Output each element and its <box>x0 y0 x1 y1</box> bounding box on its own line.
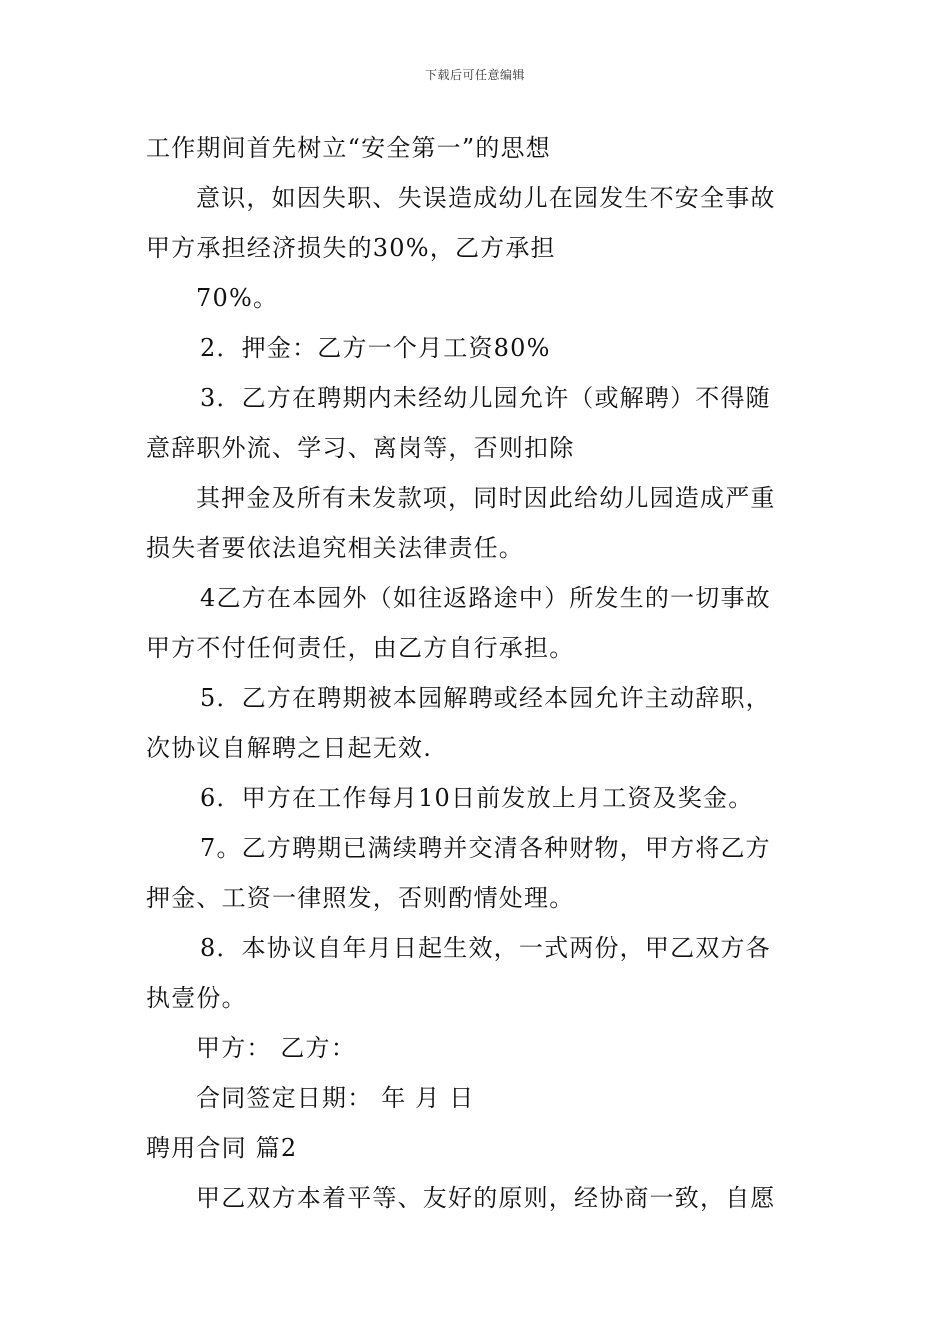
paragraph-line: 4乙方在本园外（如往返路途中）所发生的一切事故 <box>200 584 771 612</box>
paragraph-line: 执壹份。 <box>146 984 247 1012</box>
signing-date-line: 合同签定日期： 年 月 日 <box>196 1084 475 1112</box>
paragraph-line: 其押金及所有未发款项，同时因此给幼儿园造成严重 <box>196 484 776 512</box>
paragraph-line: 5．乙方在聘期被本园解聘或经本园允许主动辞职， <box>200 684 771 712</box>
paragraph-line: 6．甲方在工作每月10日前发放上月工资及奖金。 <box>200 784 754 812</box>
section-heading: 聘用合同 篇2 <box>146 1134 298 1162</box>
paragraph-line: 3．乙方在聘期内未经幼儿园允许（或解聘）不得随 <box>200 384 771 412</box>
signature-line: 甲方： 乙方： <box>196 1034 357 1062</box>
paragraph-line: 8．本协议自年月日起生效，一式两份，甲乙双方各 <box>200 934 771 962</box>
paragraph-line: 损失者要依法追究相关法律责任。 <box>146 534 524 562</box>
paragraph-line: 70%。 <box>196 284 279 312</box>
paragraph-line: 意识，如因失职、失误造成幼儿在园发生不安全事故 <box>196 184 776 212</box>
paragraph-line: 甲方承担经济损失的30%，乙方承担 <box>146 234 556 262</box>
paragraph-line: 甲方不付任何责任，由乙方自行承担。 <box>146 634 575 662</box>
header-note: 下载后可任意编辑 <box>424 68 525 82</box>
paragraph-line: 工作期间首先树立“安全第一”的思想 <box>146 134 551 162</box>
paragraph-line: 押金、工资一律照发，否则酌情处理。 <box>146 884 575 912</box>
paragraph-line: 2．押金：乙方一个月工资80% <box>200 334 551 362</box>
paragraph-line: 意辞职外流、学习、离岗等，否则扣除 <box>146 434 575 462</box>
paragraph-line: 次协议自解聘之日起无效. <box>146 734 433 762</box>
paragraph-line: 7。乙方聘期已满续聘并交清各种财物，甲方将乙方 <box>200 834 771 862</box>
paragraph-line: 甲乙双方本着平等、友好的原则，经协商一致，自愿 <box>196 1184 776 1212</box>
